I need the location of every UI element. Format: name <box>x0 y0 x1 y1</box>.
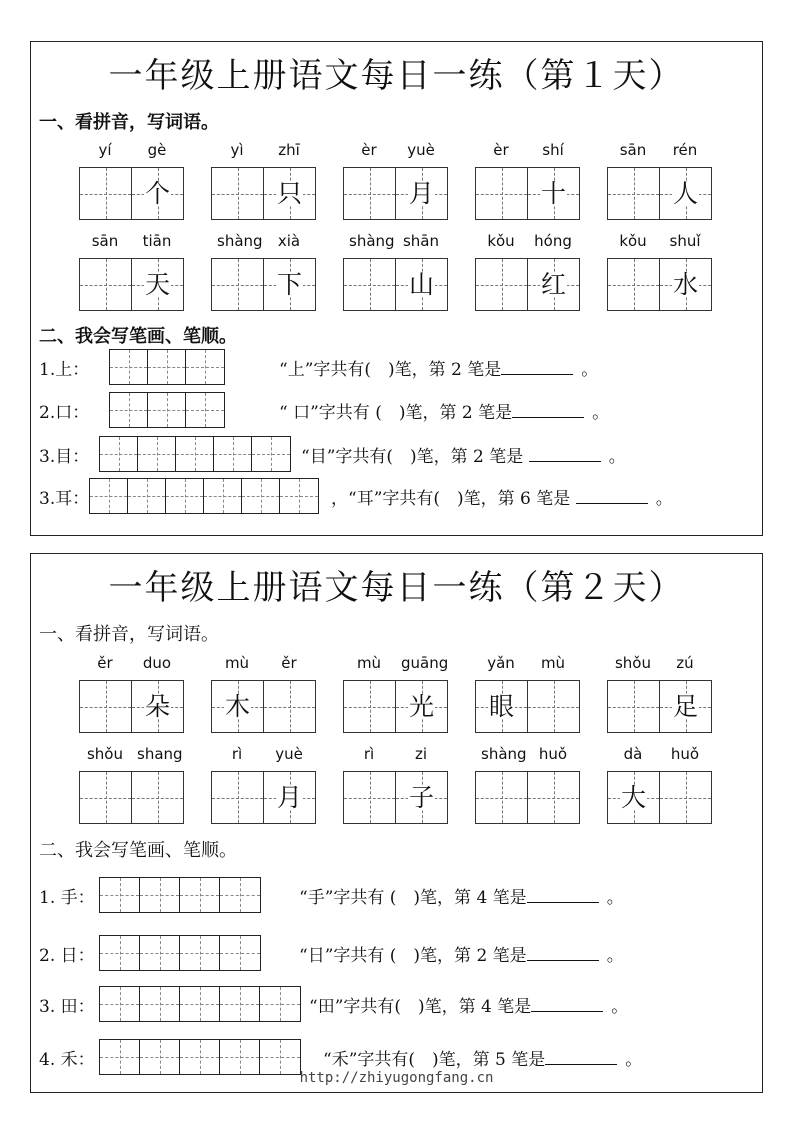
stroke-box[interactable] <box>220 878 260 912</box>
stroke-order-boxes[interactable] <box>89 478 319 514</box>
stroke-box[interactable] <box>180 936 220 970</box>
pinyin-label: yǎn <box>487 654 515 672</box>
given-character: 月 <box>276 783 302 812</box>
period: 。 <box>592 403 610 423</box>
stroke-box[interactable] <box>186 393 224 427</box>
stroke-box[interactable] <box>220 1040 260 1074</box>
pinyin-label: yì <box>230 141 244 159</box>
tianzi-cell[interactable] <box>132 168 183 219</box>
pinyin-label: èr <box>493 141 509 159</box>
stroke-box[interactable] <box>100 987 140 1021</box>
tianzi-grid[interactable] <box>211 771 316 824</box>
tianzi-cell[interactable] <box>608 772 660 823</box>
answer-blank[interactable] <box>527 946 599 961</box>
stroke-box[interactable] <box>128 479 166 513</box>
stroke-box[interactable] <box>138 437 176 471</box>
pinyin-label: shān <box>402 232 440 250</box>
stroke-order-boxes[interactable] <box>99 436 291 472</box>
stroke-question <box>331 484 673 509</box>
pinyin-label: huǒ <box>670 745 700 763</box>
tianzi-grid[interactable] <box>343 771 448 824</box>
period: 。 <box>606 946 624 966</box>
footer-url: http://zhiyugongfang.cn <box>299 1070 494 1086</box>
tianzi-grid[interactable] <box>475 258 580 311</box>
tianzi-cell[interactable] <box>608 259 660 310</box>
answer-blank[interactable] <box>531 997 603 1012</box>
pinyin-label: shàng <box>481 745 527 763</box>
tianzi-cell[interactable] <box>476 259 528 310</box>
tianzi-grid[interactable] <box>343 167 448 220</box>
pinyin-label: shàng <box>217 232 263 250</box>
pinyin-label: sān <box>91 232 119 250</box>
tianzi-cell[interactable] <box>264 168 315 219</box>
tianzi-grid[interactable] <box>475 167 580 220</box>
stroke-question <box>309 992 628 1017</box>
tianzi-cell[interactable] <box>132 259 183 310</box>
pinyin-label: shàng <box>349 232 395 250</box>
tianzi-grid[interactable] <box>475 680 580 733</box>
stroke-question <box>279 355 598 380</box>
day1-title: 一年级上册语文每日一练（第１天） <box>108 56 685 96</box>
tianzi-cell[interactable] <box>80 168 132 219</box>
tianzi-grid[interactable] <box>211 167 316 220</box>
tianzi-cell[interactable] <box>212 681 264 732</box>
stroke-question <box>323 1045 642 1070</box>
given-character: 个 <box>144 179 170 208</box>
pinyin-label: zhī <box>278 141 300 159</box>
pinyin-label: hóng <box>534 232 572 250</box>
tianzi-cell[interactable] <box>344 681 396 732</box>
stroke-question <box>301 442 626 467</box>
stroke-box[interactable] <box>280 479 318 513</box>
stroke-box[interactable] <box>140 987 180 1021</box>
tianzi-cell[interactable] <box>80 772 132 823</box>
answer-blank[interactable] <box>527 888 599 903</box>
pinyin-label: shǒu <box>614 654 651 672</box>
stroke-box[interactable] <box>166 479 204 513</box>
period: 。 <box>608 447 626 467</box>
tianzi-cell[interactable] <box>476 681 528 732</box>
tianzi-cell[interactable] <box>660 168 711 219</box>
stroke-order-boxes[interactable] <box>99 877 261 913</box>
stroke-box[interactable] <box>252 437 290 471</box>
tianzi-cell[interactable] <box>344 259 396 310</box>
tianzi-cell[interactable] <box>396 681 447 732</box>
tianzi-cell[interactable] <box>528 168 579 219</box>
stroke-question <box>299 941 624 966</box>
stroke-box[interactable] <box>100 936 140 970</box>
stroke-box[interactable] <box>242 479 280 513</box>
given-character: 十 <box>540 179 566 208</box>
day2-section2-heading: 二、我会写笔画、笔顺。 <box>39 840 237 861</box>
pinyin-label: rì <box>363 745 375 763</box>
tianzi-cell[interactable] <box>132 772 183 823</box>
given-character: 足 <box>672 692 698 721</box>
pinyin-label: rén <box>672 141 698 159</box>
given-character: 朵 <box>144 692 170 721</box>
given-character: 红 <box>540 270 566 299</box>
pinyin-label: xià <box>277 232 301 250</box>
stroke-question-text: ，“耳”字共有( )笔，第 6 笔是 <box>331 489 576 509</box>
pinyin-label: yuè <box>407 141 435 159</box>
stroke-box[interactable] <box>100 437 138 471</box>
stroke-question-text: “目”字共有( )笔，第 2 笔是 <box>301 447 529 467</box>
stroke-order-boxes[interactable] <box>109 349 225 385</box>
pinyin-label: mù <box>356 654 382 672</box>
tianzi-grid[interactable] <box>607 771 712 824</box>
pinyin-label: shang <box>137 745 183 763</box>
stroke-box[interactable] <box>204 479 242 513</box>
period: 。 <box>655 489 673 509</box>
tianzi-cell[interactable] <box>660 681 711 732</box>
tianzi-grid[interactable] <box>343 680 448 733</box>
tianzi-cell[interactable] <box>344 772 396 823</box>
given-character: 山 <box>408 270 434 299</box>
stroke-box[interactable] <box>220 936 260 970</box>
day1-section1-heading: 一、看拼音，写词语。 <box>39 112 219 133</box>
tianzi-cell[interactable] <box>132 681 183 732</box>
tianzi-cell[interactable] <box>528 772 579 823</box>
stroke-item-label: 2. 日： <box>39 946 95 966</box>
pinyin-label: shuǐ <box>669 232 701 250</box>
tianzi-cell[interactable] <box>264 259 315 310</box>
stroke-item-label: 3.目： <box>39 447 90 467</box>
stroke-box[interactable] <box>148 350 186 384</box>
pinyin-label: duo <box>142 654 172 672</box>
pinyin-label: gè <box>147 141 167 159</box>
given-character: 下 <box>276 270 302 299</box>
stroke-item-label: 3. 田： <box>39 997 95 1017</box>
given-character: 只 <box>276 179 302 208</box>
stroke-question <box>299 883 624 908</box>
given-character: 光 <box>408 692 434 721</box>
pinyin-label: èr <box>361 141 377 159</box>
tianzi-cell[interactable] <box>264 681 315 732</box>
tianzi-cell[interactable] <box>396 168 447 219</box>
tianzi-cell[interactable] <box>396 259 447 310</box>
given-character: 天 <box>144 270 170 299</box>
tianzi-grid[interactable] <box>607 258 712 311</box>
stroke-question-text: “ 口”字共有 ( )笔，第 2 笔是 <box>279 403 513 423</box>
stroke-box[interactable] <box>100 878 140 912</box>
given-character: 月 <box>408 179 434 208</box>
pinyin-label: mù <box>540 654 566 672</box>
tianzi-cell[interactable] <box>528 259 579 310</box>
answer-blank[interactable] <box>501 360 573 375</box>
answer-blank[interactable] <box>545 1050 617 1065</box>
pinyin-label: rì <box>231 745 243 763</box>
stroke-box[interactable] <box>110 350 148 384</box>
stroke-box[interactable] <box>260 987 300 1021</box>
tianzi-grid[interactable] <box>79 771 184 824</box>
stroke-box[interactable] <box>220 987 260 1021</box>
stroke-order-boxes[interactable] <box>109 392 225 428</box>
stroke-question-text: “手”字共有 ( )笔，第 4 笔是 <box>299 888 527 908</box>
tianzi-grid[interactable] <box>607 680 712 733</box>
tianzi-grid[interactable] <box>607 167 712 220</box>
stroke-box[interactable] <box>176 437 214 471</box>
tianzi-cell[interactable] <box>344 168 396 219</box>
pinyin-label: zi <box>414 745 428 763</box>
day2-card <box>30 553 763 1093</box>
stroke-box[interactable] <box>140 1040 180 1074</box>
tianzi-cell[interactable] <box>528 681 579 732</box>
given-character: 眼 <box>488 692 514 721</box>
stroke-item-label: 1. 手： <box>39 888 95 908</box>
tianzi-grid[interactable] <box>79 680 184 733</box>
stroke-box[interactable] <box>140 936 180 970</box>
stroke-order-boxes[interactable] <box>99 986 301 1022</box>
stroke-question-text: “日”字共有 ( )笔，第 2 笔是 <box>299 946 527 966</box>
tianzi-grid[interactable] <box>79 258 184 311</box>
pinyin-label: kǒu <box>619 232 647 250</box>
stroke-box[interactable] <box>140 878 180 912</box>
pinyin-label: huǒ <box>538 745 568 763</box>
stroke-box[interactable] <box>148 393 186 427</box>
pinyin-label: yuè <box>275 745 303 763</box>
stroke-item-label: 4. 禾： <box>39 1050 95 1070</box>
period: 。 <box>606 888 624 908</box>
tianzi-grid[interactable] <box>211 258 316 311</box>
given-character: 木 <box>224 692 250 721</box>
answer-blank[interactable] <box>576 489 648 504</box>
stroke-question <box>279 398 609 423</box>
stroke-box[interactable] <box>186 350 224 384</box>
pinyin-label: shǒu <box>86 745 123 763</box>
tianzi-cell[interactable] <box>660 259 711 310</box>
pinyin-label: yí <box>98 141 112 159</box>
stroke-item-label: 3.耳： <box>39 489 90 509</box>
pinyin-label: dà <box>623 745 643 763</box>
tianzi-cell[interactable] <box>80 681 132 732</box>
pinyin-label: kǒu <box>487 232 515 250</box>
day1-section2-heading: 二、我会写笔画、笔顺。 <box>39 326 237 347</box>
pinyin-label: tiān <box>142 232 172 250</box>
stroke-box[interactable] <box>260 1040 300 1074</box>
stroke-box[interactable] <box>180 878 220 912</box>
answer-blank[interactable] <box>512 403 584 418</box>
stroke-box[interactable] <box>214 437 252 471</box>
tianzi-cell[interactable] <box>476 772 528 823</box>
stroke-question-text: “禾”字共有( )笔，第 5 笔是 <box>323 1050 546 1070</box>
given-character: 水 <box>672 270 698 299</box>
tianzi-cell[interactable] <box>80 259 132 310</box>
period: 。 <box>581 360 599 380</box>
pinyin-label: shí <box>542 141 564 159</box>
pinyin-label: sān <box>619 141 647 159</box>
tianzi-grid[interactable] <box>211 680 316 733</box>
tianzi-cell[interactable] <box>608 681 660 732</box>
pinyin-label: ěr <box>281 654 297 672</box>
tianzi-cell[interactable] <box>264 772 315 823</box>
given-character: 大 <box>620 783 646 812</box>
tianzi-cell[interactable] <box>660 772 711 823</box>
period: 。 <box>611 997 629 1017</box>
pinyin-label: mù <box>224 654 250 672</box>
pinyin-label: ěr <box>97 654 113 672</box>
period: 。 <box>625 1050 643 1070</box>
pinyin-label: guāng <box>401 654 449 672</box>
stroke-question-text: “上”字共有( )笔，第 2 笔是 <box>279 360 502 380</box>
tianzi-cell[interactable] <box>212 168 264 219</box>
tianzi-cell[interactable] <box>476 168 528 219</box>
day2-title: 一年级上册语文每日一练（第２天） <box>108 568 685 608</box>
stroke-item-label: 1.上： <box>39 360 90 380</box>
tianzi-cell[interactable] <box>608 168 660 219</box>
day1-card <box>30 41 763 536</box>
pinyin-label: zú <box>676 654 694 672</box>
stroke-box[interactable] <box>110 393 148 427</box>
stroke-question-text: “田”字共有( )笔，第 4 笔是 <box>309 997 532 1017</box>
day2-section1-heading: 一、看拼音，写词语。 <box>39 624 219 645</box>
stroke-box[interactable] <box>180 1040 220 1074</box>
given-character: 人 <box>672 179 698 208</box>
tianzi-cell[interactable] <box>212 259 264 310</box>
stroke-box[interactable] <box>180 987 220 1021</box>
stroke-order-boxes[interactable] <box>99 935 261 971</box>
tianzi-cell[interactable] <box>396 772 447 823</box>
tianzi-cell[interactable] <box>212 772 264 823</box>
given-character: 子 <box>408 783 434 812</box>
tianzi-grid[interactable] <box>79 167 184 220</box>
answer-blank[interactable] <box>529 447 601 462</box>
stroke-box[interactable] <box>90 479 128 513</box>
tianzi-grid[interactable] <box>343 258 448 311</box>
stroke-item-label: 2.口： <box>39 403 90 423</box>
stroke-box[interactable] <box>100 1040 140 1074</box>
tianzi-grid[interactable] <box>475 771 580 824</box>
